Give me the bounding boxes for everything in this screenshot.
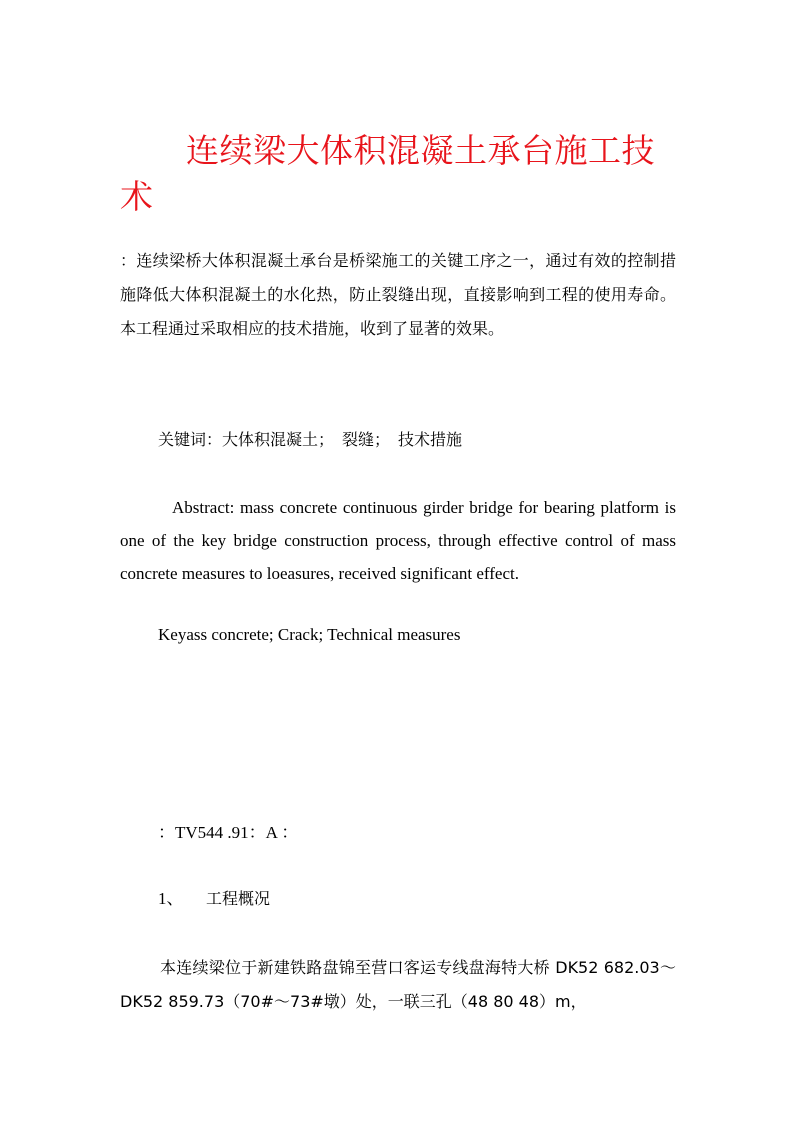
keywords-chinese: 关键词：大体积混凝土； 裂缝； 技术措施 xyxy=(158,430,463,449)
document-title: 连续梁大体积混凝土承台施工技术 xyxy=(120,131,655,216)
body-paragraph: 本连续梁位于新建铁路盘锦至营口客运专线盘海特大桥 DK52 682.03～DK52 859.73（70#～73#墩）处，一联三孔（48 80 48）m， xyxy=(120,958,676,1011)
section-number: 1、 xyxy=(158,889,184,908)
classification-code: ：TV544 .91：A ： xyxy=(158,823,299,842)
abstract-chinese: ：连续梁桥大体积混凝土承台是桥梁施工的关键工序之一，通过有效的控制措施降低大体积混凝土的水化热，防止裂缝出现，直接影响到工程的使用寿命。本工程通过采取相应的技术措施，收到了显著的效果。 xyxy=(120,251,676,338)
keywords-english: Keyass concrete; Crack; Technical measures xyxy=(158,625,461,644)
abstract-english: Abstract: mass concrete continuous girder bridge for bearing platform is one of the key bridge construction process, through effective control of mass concrete measures to loeasures, received significant effect. xyxy=(120,498,676,583)
section-title: 工程概况 xyxy=(206,889,271,908)
section-heading xyxy=(158,882,678,916)
